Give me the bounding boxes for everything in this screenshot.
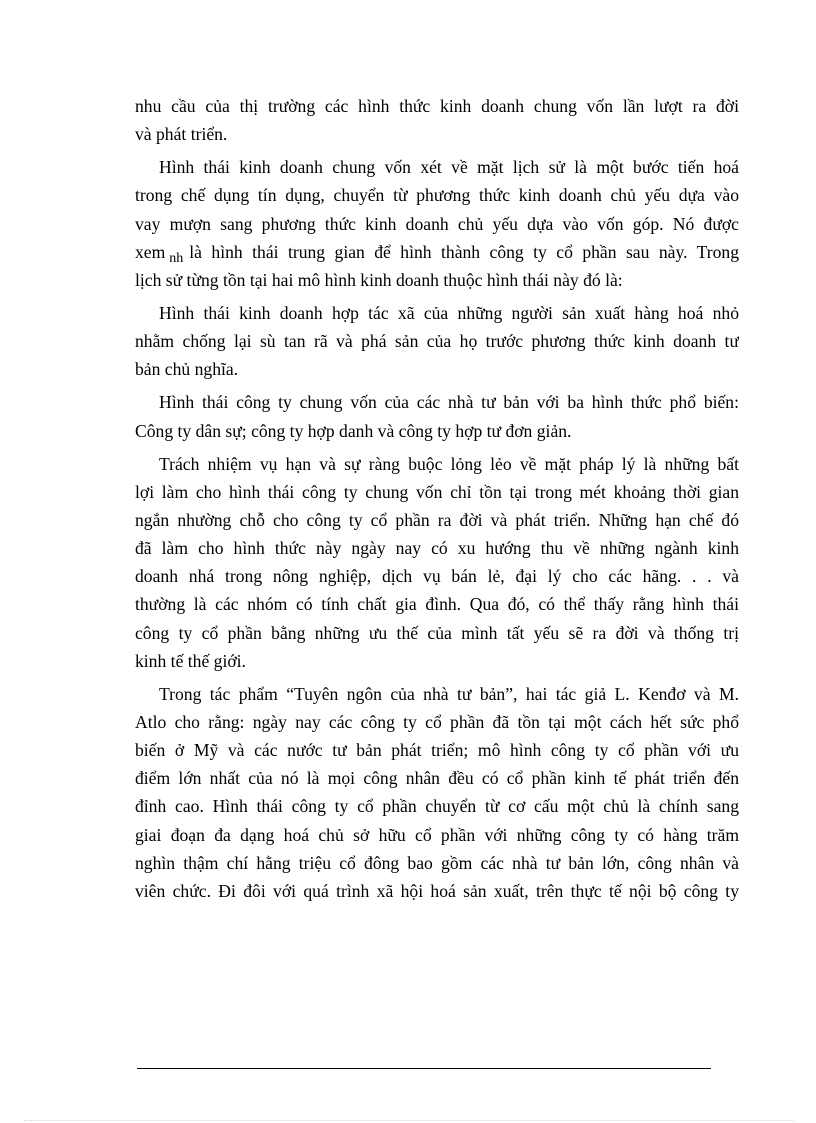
paragraph-2 (135, 153, 739, 294)
text-line: thường là các nhóm có tính chất gia đình. Qua đó, có thể thấy rằng hình thái (135, 594, 739, 615)
text-line: giai đoạn đa dạng hoá chủ sở hữu cổ phần với những công ty có hàng trăm (135, 824, 739, 845)
text-line: Atlo cho rằng: ngày nay các công ty cổ phần đã tồn tại một cách hết sức phổ (135, 711, 739, 732)
text-line: nghìn thậm chí hằng triệu cổ đông bao gồm các nhà tư bản lớn, công nhân và (135, 852, 739, 873)
text-line: doanh nhá trong nông nghiệp, dịch vụ bán lẻ, đại lý cho các hãng. . . và (135, 566, 739, 587)
text-line: biến ở Mỹ và các nước tư bản phát triển; mô hình công ty cổ phần với ưu (135, 740, 739, 761)
footer-divider (137, 1068, 711, 1069)
text-line: vay mượn sang phương thức kinh doanh chủ yếu dựa vào vốn góp. Nó được (135, 213, 739, 234)
text-line: kinh tế thế giới. (135, 650, 246, 671)
text-line: Trong tác phẩm “Tuyên ngôn của nhà tư bản”, hai tác giả L. Kenđơ và M. (159, 683, 739, 704)
text-line: nhu cầu của thị trường các hình thức kinh doanh chung vốn lần lượt ra đời (135, 96, 739, 116)
document-body (135, 92, 739, 910)
paragraph-5 (135, 450, 739, 675)
text-line: nhằm chống lại sù tan rã và phá sản của họ trước phương thức kinh doanh tư (135, 331, 739, 352)
text-line: Công ty dân sự; công ty hợp danh và công ty hợp tư đơn giản. (135, 420, 572, 441)
text-line: đã làm cho hình thức này ngày nay có xu hướng thu về những ngành kinh (135, 538, 739, 559)
text-line: công ty cổ phần bằng những ưu thế của mình tất yếu sẽ ra đời và thống trị (135, 622, 739, 643)
text-line: trong chế dụng tín dụng, chuyển từ phương thức kinh doanh chủ yếu dựa vào (135, 185, 739, 206)
text-line: Hình thái kinh doanh hợp tác xã của những người sản xuất hàng hoá nhỏ (159, 302, 739, 323)
text-fragment: xem (135, 241, 166, 262)
text-line: Hình thái công ty chung vốn của các nhà tư bản với ba hình thức phổ biến: (159, 392, 739, 413)
text-line: ngắn nhường chỗ cho công ty cổ phần ra đời và phát triển. Những hạn chế đó (135, 509, 739, 530)
text-line: lịch sử từng tồn tại hai mô hình kinh doanh thuộc hình thái này đó là: (135, 269, 623, 290)
text-line: lợi làm cho hình thái công ty chung vốn chỉ tồn tại trong mét khoảng thời gian (135, 481, 739, 502)
paragraph-6 (135, 680, 739, 905)
text-line: bản chủ nghĩa. (135, 359, 239, 380)
text-line-with-subscript (135, 238, 739, 266)
text-line: viên chức. Đi đôi với quá trình xã hội hoá sản xuất, trên thực tế nội bộ công ty (135, 880, 739, 901)
text-line: và phát triển. (135, 124, 228, 145)
text-line: đỉnh cao. Hình thái công ty cổ phần chuyển từ cơ cấu một chủ là chính sang (135, 796, 739, 817)
subscript-fragment: nh (169, 250, 184, 266)
paragraph-1 (135, 92, 739, 148)
text-line: Hình thái kinh doanh chung vốn xét về mặt lịch sử là một bước tiến hoá (159, 157, 739, 178)
page-break-divider (24, 1120, 794, 1121)
text-fragment: là hình thái trung gian để hình thành công ty cổ phần sau này. Trong (189, 241, 739, 262)
text-line: điểm lớn nhất của nó là mọi công nhân đều có cổ phần kinh tế phát triển đến (135, 768, 739, 789)
paragraph-3 (135, 299, 739, 383)
text-line: Trách nhiệm vụ hạn và sự ràng buộc lỏng lẻo về mặt pháp lý là những bất (159, 453, 739, 474)
paragraph-4 (135, 388, 739, 444)
